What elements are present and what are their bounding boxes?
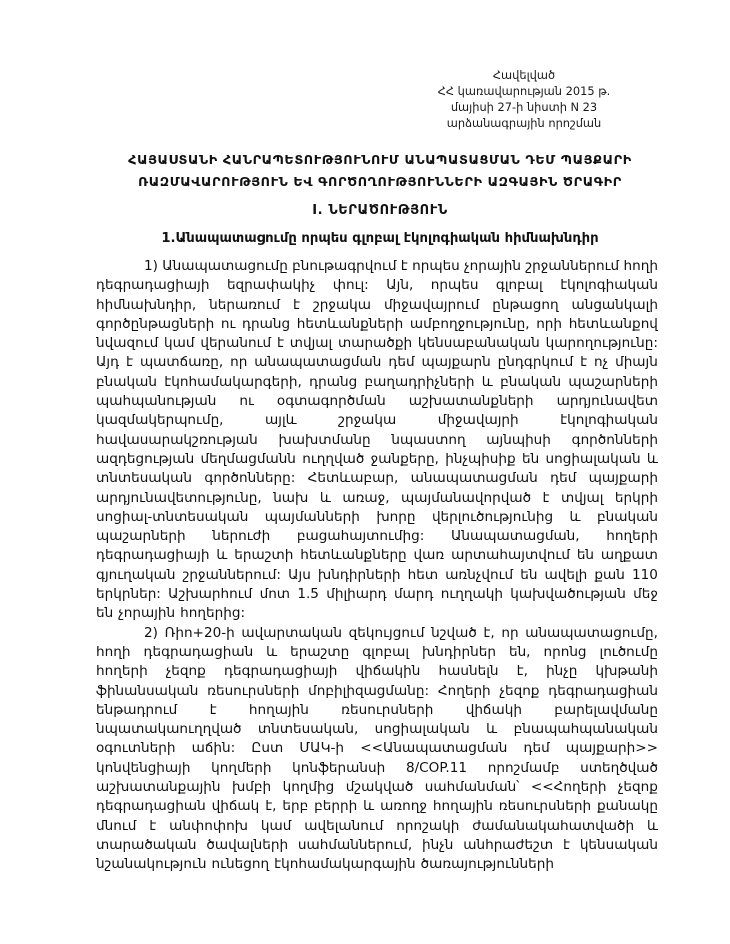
word: նախ xyxy=(273,489,309,506)
word: առողջ xyxy=(380,798,427,815)
word: ինչպիսիք xyxy=(445,450,516,467)
word: բնական xyxy=(597,508,658,525)
paragraph2-line xyxy=(96,739,658,758)
word: վիճակին xyxy=(355,663,421,680)
word: դրանց xyxy=(309,373,358,390)
word: դրանց xyxy=(242,315,291,332)
word: և xyxy=(363,798,375,815)
paragraph1-line xyxy=(96,315,658,334)
word: են, xyxy=(508,643,531,660)
subsection-heading: 1.Անապատացումը որպես գլոբալ էկոլոգիական հիմնախնդիր xyxy=(161,231,599,246)
word: պայքարի xyxy=(588,470,658,487)
word: ընթացող xyxy=(492,296,559,313)
word: կողմից xyxy=(282,779,335,796)
word: է xyxy=(562,836,570,853)
word: ռեսուրսների xyxy=(341,701,434,718)
annex-title: Հավելված xyxy=(492,68,556,82)
word: երաշտը xyxy=(290,643,350,660)
word: հողերից: xyxy=(180,605,246,622)
word: դեմ xyxy=(388,354,415,371)
word: դեգրադացիան xyxy=(96,798,206,815)
word: էկոհամակարգային xyxy=(274,856,416,873)
paragraph1-line xyxy=(96,353,658,372)
annex-header xyxy=(404,67,644,131)
word: ֆինանսական xyxy=(96,682,199,699)
word: պայքարն xyxy=(421,354,491,371)
word: կախվածության xyxy=(510,586,626,603)
word: կենսական xyxy=(579,836,658,853)
word: երբ xyxy=(282,798,309,815)
paragraph2-line xyxy=(96,778,658,797)
word: չեզոք xyxy=(165,663,206,680)
word: և xyxy=(266,643,278,660)
word: ավելանում xyxy=(304,817,384,834)
paragraph2-line xyxy=(96,797,658,816)
word: շրջաններում xyxy=(525,258,620,274)
word: դեգրադացիայի xyxy=(223,663,338,680)
word: կազմակերպումը, xyxy=(96,412,224,429)
word: հետևանքները xyxy=(300,547,407,564)
word: է xyxy=(400,258,408,274)
word: մշակված xyxy=(345,779,414,796)
word: միլիարդ xyxy=(326,586,387,603)
word: գործոնները: xyxy=(204,470,296,487)
word: ազդեցության xyxy=(96,450,195,467)
paragraph2-line xyxy=(96,759,658,778)
paragraph1-line xyxy=(96,585,658,604)
paragraph1-line xyxy=(96,392,658,411)
word: արդյունավետությունը, xyxy=(96,489,262,506)
paragraph1-line xyxy=(96,450,658,469)
word: որ xyxy=(501,624,519,641)
paragraph2-line xyxy=(96,720,658,739)
word: են xyxy=(521,450,540,467)
word: հետևանքների xyxy=(296,315,404,332)
word: անփոփոխ xyxy=(169,817,249,834)
word: Այդ xyxy=(96,354,120,371)
word: չեզոք xyxy=(617,779,658,796)
word: կամ xyxy=(164,335,195,352)
word: ռեսուրսների xyxy=(498,798,592,815)
word: առնչվում xyxy=(445,566,514,583)
paragraph1-line xyxy=(96,469,658,488)
paragraph1-line xyxy=(96,566,658,585)
annex-decision: արձանագրային որոշման xyxy=(446,116,602,130)
word: հասնելն xyxy=(438,663,499,680)
paragraph2-line xyxy=(96,836,658,855)
paragraph1-line xyxy=(96,431,658,450)
word: է, xyxy=(516,663,528,680)
word: ջանքերը, xyxy=(370,450,439,467)
word: են xyxy=(520,566,538,583)
word: միայն xyxy=(615,354,658,371)
word: որի xyxy=(536,315,563,332)
word: տնտեսական, xyxy=(257,721,359,738)
word: որոնց xyxy=(543,643,587,660)
word: բնական xyxy=(500,373,562,390)
word: են xyxy=(96,605,114,622)
word: քան xyxy=(594,566,625,583)
word: հողային xyxy=(248,701,309,718)
word: է xyxy=(209,701,217,718)
word: անցանկալի xyxy=(571,296,658,313)
word: և xyxy=(216,547,228,564)
annex-government: ՀՀ կառավարության 2015 թ. xyxy=(437,84,611,98)
word: մնում xyxy=(96,817,137,834)
word: առաջ, xyxy=(342,489,390,506)
word: է xyxy=(149,817,157,834)
word: նպաստող xyxy=(391,431,466,448)
word: որպես xyxy=(412,258,460,274)
paragraph2-line xyxy=(96,855,658,874)
word: որպես xyxy=(430,277,479,294)
word: հողային xyxy=(432,798,493,815)
word: կոնֆերանսի xyxy=(292,759,386,776)
word: բնութագրվում xyxy=(292,258,397,274)
paragraph1-line xyxy=(96,257,658,276)
word: սահմանման՝ xyxy=(424,779,520,796)
word: հողի xyxy=(96,643,131,660)
word: վերանում xyxy=(200,335,272,352)
word: անհրաժեշտ xyxy=(463,836,554,853)
word: ավելի xyxy=(544,566,588,583)
word: սահմաններում, xyxy=(297,836,413,853)
word: պատճառը, xyxy=(139,354,224,371)
word: պայմանների xyxy=(264,508,360,525)
word: դեգրադացիան xyxy=(548,682,658,699)
word: ստեղծված xyxy=(580,759,658,776)
word: <<Անապատացման xyxy=(360,740,508,757)
word: հողերի xyxy=(606,528,658,545)
word: դեգրադացիան xyxy=(143,643,254,660)
word: տվյալ xyxy=(560,489,604,506)
word: սոցիալական xyxy=(545,450,641,467)
paragraph2-line xyxy=(96,624,658,643)
word: պաշարների xyxy=(568,373,658,390)
word: դեգրադացիայի xyxy=(96,277,210,294)
paragraph2-line xyxy=(96,662,658,681)
word: հետևանքով xyxy=(568,315,658,332)
word: ենթադրում xyxy=(96,701,178,718)
word: չորային xyxy=(118,605,176,622)
paragraph2-line xyxy=(96,817,658,836)
word: Այս xyxy=(288,566,311,583)
word: շրջակա xyxy=(338,412,397,429)
word: աշխատանքային xyxy=(96,779,221,796)
document-title-line-2: ՌԱԶՄԱՎԱՐՈՒԹՅՈՒՆ ԵՎ ԳՈՐԾՈՂՈՒԹՅՈՒՆՆԵՐԻ ԱԶԳԱՅԻՆ ԾՐԱԳԻՐ xyxy=(138,175,622,190)
word: հողերի xyxy=(96,663,148,680)
word: բաղադրիչների xyxy=(364,373,475,390)
word: 110 xyxy=(631,566,658,583)
word: օգտագործման xyxy=(276,393,386,410)
word: ներուժի xyxy=(212,528,271,545)
word: շրջաններում: xyxy=(182,566,282,583)
word: կենսաբանական xyxy=(417,335,540,352)
word: Այն, xyxy=(386,277,414,294)
paragraph1-line xyxy=(96,489,658,508)
word: Անապատացման, xyxy=(450,528,580,545)
word: ռեսուրսների xyxy=(207,682,300,699)
section-heading: I. ՆԵՐԱԾՈՒԹՅՈՒՆ xyxy=(312,203,448,218)
word: բնապահպանական xyxy=(513,721,658,738)
word: է xyxy=(293,296,301,313)
paragraph2-line xyxy=(96,701,658,720)
word: ունեցող xyxy=(211,856,270,873)
word: է, xyxy=(265,798,277,815)
word: ու xyxy=(220,315,236,332)
word: գործոնների xyxy=(571,431,658,448)
word: ու xyxy=(239,393,254,410)
word: են xyxy=(576,547,595,564)
word: խորը xyxy=(376,508,416,525)
word: և xyxy=(481,373,493,390)
word: գլոբալ xyxy=(362,643,410,660)
word: արտահայտվում xyxy=(451,547,570,564)
word: նվազում xyxy=(96,335,159,352)
word: երկրներ: xyxy=(96,586,161,603)
word: այնպիսի xyxy=(486,431,551,448)
word: չեզոք xyxy=(499,682,540,699)
word: մեջ xyxy=(633,586,658,603)
word: և xyxy=(646,817,658,834)
word: և xyxy=(569,508,581,525)
word: պայքարի>> xyxy=(565,740,658,757)
paragraph2-line xyxy=(96,643,658,662)
word: փուլ: xyxy=(332,277,369,294)
word: մարդ xyxy=(393,586,434,603)
word: 8/COP.11 xyxy=(405,759,468,776)
word: էկոլոգիական xyxy=(560,412,658,429)
word: և xyxy=(486,721,498,738)
word: վիճակ xyxy=(211,798,260,815)
word: 1) xyxy=(144,258,158,274)
word: Հողերի xyxy=(437,682,491,699)
paragraph1-line xyxy=(96,296,658,315)
word: դեգրադացիայի xyxy=(96,547,210,564)
word: տարածական xyxy=(96,836,197,853)
word: բնական xyxy=(96,373,157,390)
word: ավարտական xyxy=(241,624,343,641)
word: վառ xyxy=(413,547,445,564)
word: մեղմացմանն xyxy=(200,450,296,467)
word: Անապատացումը xyxy=(162,258,288,274)
paragraph1-line xyxy=(96,411,658,430)
word: է xyxy=(276,335,284,352)
word: չորային xyxy=(464,258,522,274)
paragraph1-line xyxy=(96,508,658,527)
word: նշված xyxy=(431,624,477,641)
word: բերրի xyxy=(314,798,358,815)
word: <<Հողերի xyxy=(530,779,607,796)
word: լուծումը xyxy=(599,643,658,660)
word: երաշտի xyxy=(234,547,294,564)
word: պայմանավորված xyxy=(401,489,532,506)
paragraph2-line xyxy=(96,682,658,701)
word: մոբիլիզացմանը: xyxy=(308,682,430,699)
word: խախտմանը xyxy=(278,431,371,448)
word: աշխատանքների xyxy=(408,393,534,410)
word: է xyxy=(126,354,134,371)
word: կամ xyxy=(260,817,292,834)
word: պահպանության xyxy=(96,393,217,410)
word: անապատացման xyxy=(254,354,382,371)
word: ծավալների xyxy=(206,836,289,853)
word: 1.5 xyxy=(297,586,319,603)
word: խնդիրների xyxy=(317,566,401,583)
word: այլև xyxy=(265,412,297,429)
word: անապատացման xyxy=(410,470,538,487)
paragraph1-line xyxy=(96,604,658,623)
word: որոշմամբ xyxy=(487,759,560,776)
word: դեմ xyxy=(550,470,577,487)
word: կխթանի xyxy=(595,663,658,680)
word: ոչ xyxy=(594,354,609,371)
word: է, xyxy=(483,624,495,641)
word: ինչն xyxy=(422,836,454,853)
word: ինչը xyxy=(546,663,578,680)
word: երկրի xyxy=(614,489,658,506)
word: արդյունավետ xyxy=(556,393,658,410)
body-text xyxy=(96,257,658,875)
word: տարածքի xyxy=(338,335,413,352)
word: աճին: xyxy=(191,740,236,757)
word: Ըստ xyxy=(251,740,284,757)
word: մոտ xyxy=(259,586,291,603)
word: բարելավմանը xyxy=(554,701,658,718)
word: կողմերի xyxy=(211,759,272,776)
word: խնդիրներ xyxy=(421,643,496,660)
word: բացահայտումից: xyxy=(296,528,425,545)
word: 2) xyxy=(144,624,158,641)
paragraph1-line xyxy=(96,546,658,565)
word: ուղղված xyxy=(302,450,365,467)
word: էկոլոգիական xyxy=(560,277,658,294)
word: էկոհամակարգերի, xyxy=(164,373,302,390)
paragraph1-line xyxy=(96,527,658,546)
word: օգուտների xyxy=(96,740,176,757)
word: զեկույցում xyxy=(348,624,425,641)
word: հիմնախնդիր, xyxy=(96,296,197,313)
word: քանակը xyxy=(596,798,658,815)
word: սոցիալական xyxy=(374,721,470,738)
paragraph1-line xyxy=(96,276,658,295)
word: նպատակաուղղված xyxy=(96,721,242,738)
word: Աշխարհում xyxy=(168,586,253,603)
document-title-line-1: ՀԱՅԱՍՏԱՆԻ ՀԱՆՐԱՊԵՏՈՒԹՅՈՒՆՈՒՄ ԱՆԱՊԱՏԱՑՄԱՆ ԴԵՄ ՊԱՅՔԱՐԻ xyxy=(128,153,632,168)
word: հետ xyxy=(407,566,439,583)
paragraph1-line xyxy=(96,334,658,353)
word: խմբի xyxy=(231,779,272,796)
word: Հետևաբար, xyxy=(307,470,399,487)
word: դեմ xyxy=(523,740,550,757)
word: պաշարների xyxy=(96,528,186,545)
word: որոշակի xyxy=(396,817,460,834)
word: վիճակի xyxy=(465,701,522,718)
word: նշանակություն xyxy=(96,856,207,873)
paragraph1-line xyxy=(96,373,658,392)
word: ընդգրկում xyxy=(497,354,574,371)
word: ուղղակի xyxy=(440,586,503,603)
word: կարողությունը: xyxy=(545,335,658,352)
word: շրջակա xyxy=(312,296,372,313)
word: Ռիո+20-ի xyxy=(164,624,235,641)
word: ամբողջությունը, xyxy=(409,315,530,332)
word: տնտեսական xyxy=(96,470,193,487)
word: և xyxy=(319,489,331,506)
word: եզրափակիչ xyxy=(226,277,316,294)
word: աղքատ xyxy=(600,547,658,564)
word: միջավայրի xyxy=(437,412,519,429)
annex-session: մայիսի 27-ի նիստի N 23 xyxy=(450,100,598,114)
word: կոնվենցիայի xyxy=(96,759,191,776)
word: գլոբալ xyxy=(495,277,543,294)
word: ծառայությունների xyxy=(420,856,554,873)
word: անապատացումը, xyxy=(525,624,658,641)
word: հողի xyxy=(623,258,658,274)
word: տվյալ xyxy=(289,335,333,352)
word: որ xyxy=(230,354,248,371)
word: է xyxy=(542,489,550,506)
word: ներառում xyxy=(209,296,281,313)
word: սոցիալ-տնտեսական xyxy=(96,508,249,525)
word: ժամանակահատվածի xyxy=(472,817,635,834)
word: գյուղական xyxy=(96,566,176,583)
word: է xyxy=(580,354,588,371)
word: և xyxy=(646,450,658,467)
document-title xyxy=(100,150,660,194)
word: ՄԱԿ-ի xyxy=(299,740,345,757)
word: վերլուծությունից xyxy=(431,508,554,525)
word: միջավայրում xyxy=(383,296,480,313)
word: հավասարակշռության xyxy=(96,431,258,448)
word: գործընթացների xyxy=(96,315,215,332)
